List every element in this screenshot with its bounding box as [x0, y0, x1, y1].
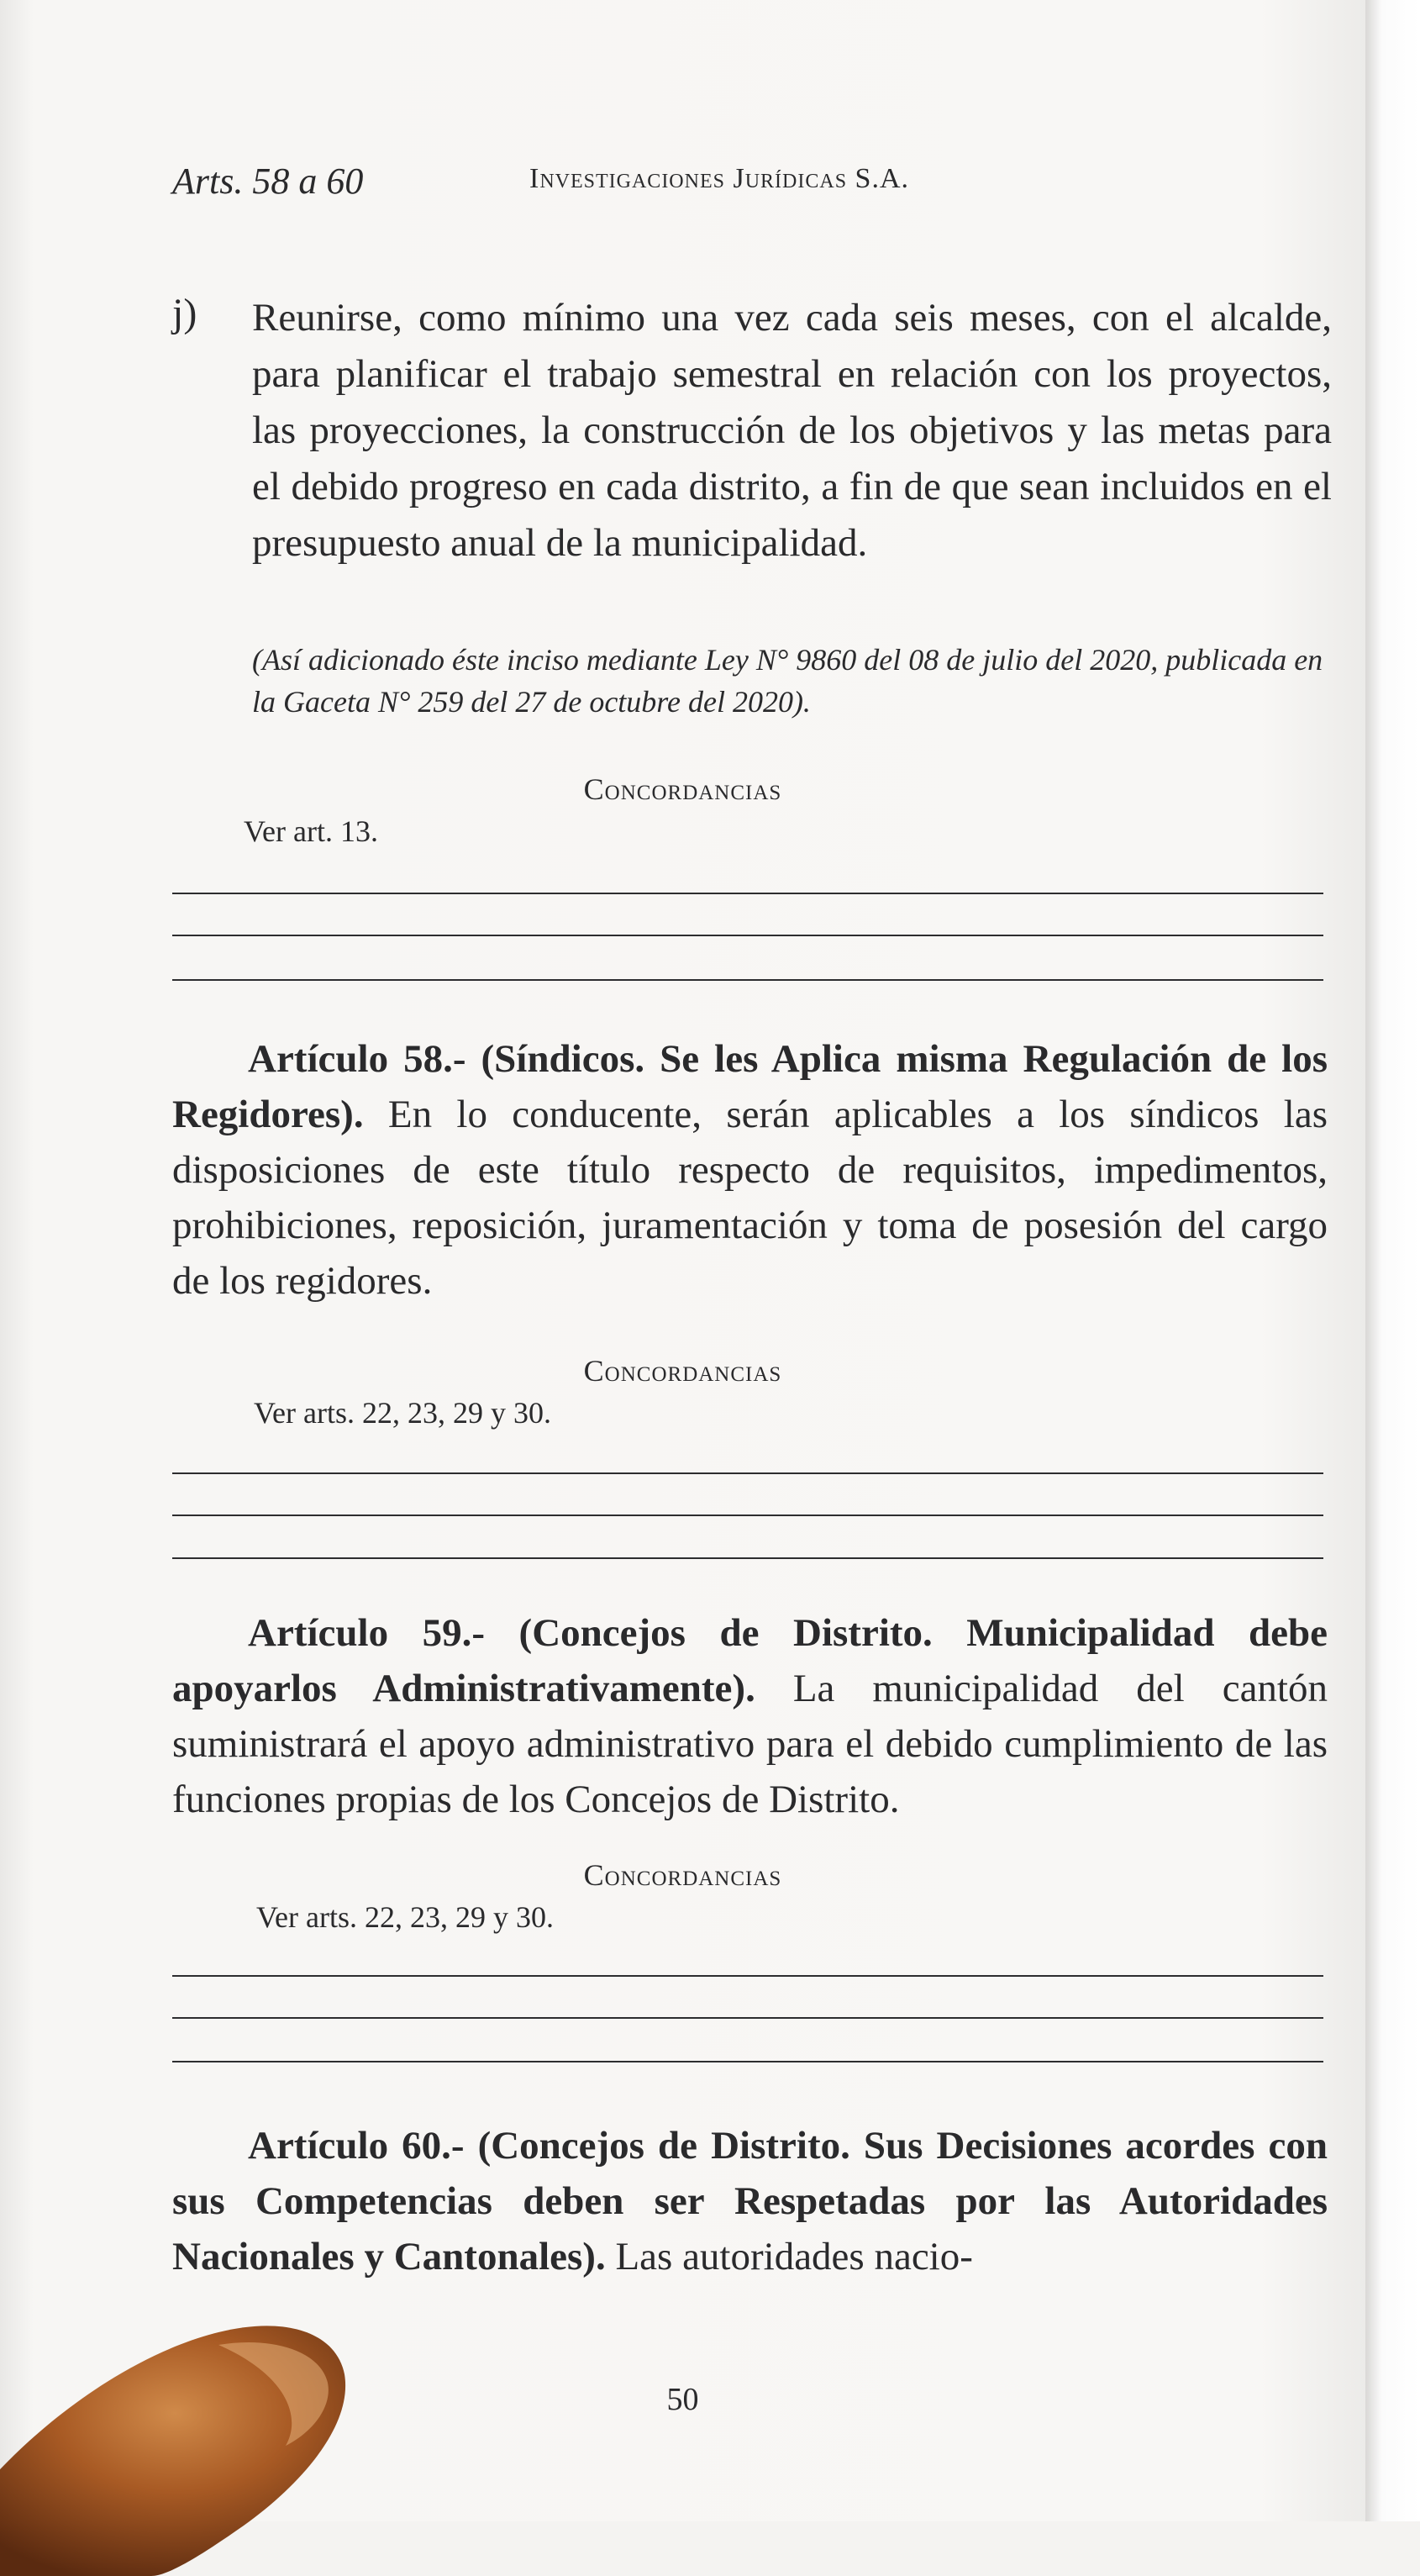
amendment-note: (Así adicionado éste inciso mediante Ley N° 9860 del 08 de julio del 2020, publicada en la Gaceta N° 259 del 27 de octubre del 2020).	[252, 643, 1323, 719]
header-publisher: Investigaciones Jurídicas S.A.	[529, 163, 910, 194]
note-line	[172, 1515, 1323, 1516]
note-line	[172, 1975, 1323, 1977]
concordancias-reference: Ver arts. 22, 23, 29 y 30.	[254, 1396, 551, 1430]
concordancias-reference: Ver arts. 22, 23, 29 y 30.	[256, 1900, 554, 1934]
article-heading: Artículo 58.- (Síndicos. Se les Aplica misma Regulación de los Regidores).	[172, 1037, 1328, 1136]
header-article-range: Arts. 58 a 60	[172, 161, 364, 202]
note-line	[172, 2061, 1323, 2062]
note-line	[172, 893, 1323, 894]
note-line	[172, 2017, 1323, 2019]
article-body: La municipalidad del cantón suministrará el apoyo administrativo para el debido cumplimiento de las funciones propias de los Concejos de Distrito.	[172, 1667, 1328, 1821]
page-number: 50	[666, 2382, 699, 2417]
concordancias-heading: Concordancias	[583, 772, 782, 806]
thumb-image	[0, 2299, 370, 2576]
note-line	[172, 935, 1323, 936]
concordancias-reference: Ver art. 13.	[244, 814, 378, 848]
note-line	[172, 1557, 1323, 1559]
concordancias-heading: Concordancias	[583, 1858, 782, 1892]
article-heading: Artículo 59.- (Concejos de Distrito. Municipalidad debe apoyarlos Administrativamente).	[172, 1611, 1328, 1710]
running-header	[172, 160, 1265, 210]
article-body: En lo conducente, serán aplicables a los síndicos las disposiciones de este título respecto de requisitos, impedimentos, prohibiciones, reposición, juramentación y toma de posesión del cargo de los regidores.	[172, 1093, 1328, 1303]
article-59	[172, 1605, 1328, 1827]
note-line	[172, 979, 1323, 981]
page-edge	[1365, 0, 1420, 2521]
item-letter: j)	[172, 291, 197, 335]
concordancias-heading: Concordancias	[583, 1354, 782, 1388]
note-line	[172, 1472, 1323, 1474]
article-60	[172, 2118, 1328, 2284]
article-heading: Artículo 60.- (Concejos de Distrito. Sus Decisiones acordes con sus Competencias deben ser Respetadas por las Autoridades Nacionales y Cantonales).	[172, 2124, 1328, 2278]
article-body: Las autoridades nacio-	[605, 2235, 973, 2278]
item-text: Reunirse, como mínimo una vez cada seis meses, con el alcalde, para planificar el trabajo semestral en relación con los proyectos, las proyecciones, la construcción de los objetivos y las metas para el debido progreso en cada distrito, a fin de que sean incluidos en el presupuesto anual de la municipalidad.	[252, 296, 1332, 565]
article-58	[172, 1031, 1328, 1309]
